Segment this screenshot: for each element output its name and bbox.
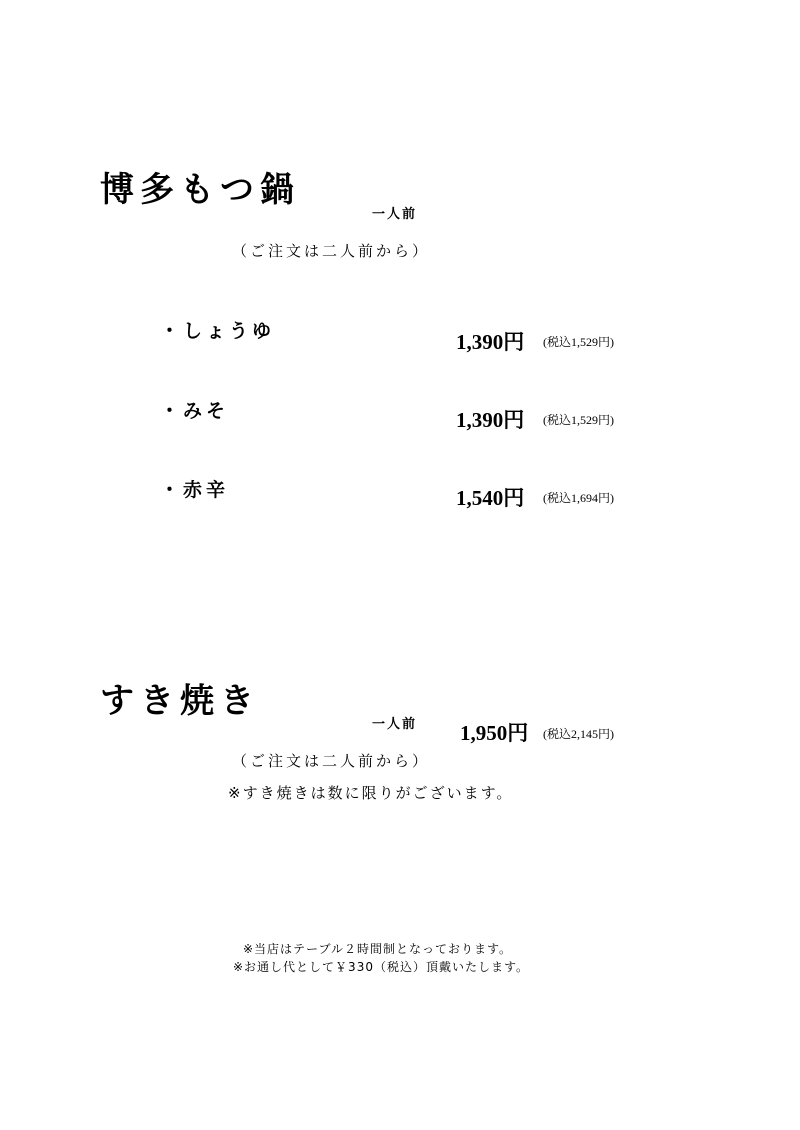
footer-note-table-time: ※当店はテーブル２時間制となっております。 [243, 942, 513, 956]
menu-item-tax: (税込1,529円) [543, 413, 614, 427]
menu-item-name: ・しょうゆ [160, 320, 276, 342]
motsunabe-title: 博多もつ鍋 [100, 170, 300, 210]
menu-item-name: ・赤辛 [160, 479, 230, 501]
menu-item-tax: (税込1,694円) [543, 491, 614, 505]
sukiyaki-order-note: （ご注文は二人前から） [232, 752, 431, 770]
sukiyaki-title: すき焼き [100, 681, 260, 721]
menu-item-price: 1,390円 [456, 408, 525, 432]
sukiyaki-limited-note: ※すき焼きは数に限りがございます。 [228, 784, 514, 802]
menu-item-tax: (税込1,529円) [543, 335, 614, 349]
sukiyaki-price: 1,950円 [460, 721, 529, 745]
menu-item-name: ・みそ [160, 400, 230, 422]
sukiyaki-per-person: 一人前 [372, 717, 418, 732]
motsunabe-order-note: （ご注文は二人前から） [232, 242, 431, 260]
sukiyaki-tax: (税込2,145円) [543, 727, 614, 741]
menu-item-price: 1,540円 [456, 486, 525, 510]
footer-note-service-charge: ※お通し代として￥330（税込）頂戴いたします。 [233, 960, 530, 974]
motsunabe-per-person: 一人前 [372, 207, 418, 222]
menu-item-price: 1,390円 [456, 330, 525, 354]
